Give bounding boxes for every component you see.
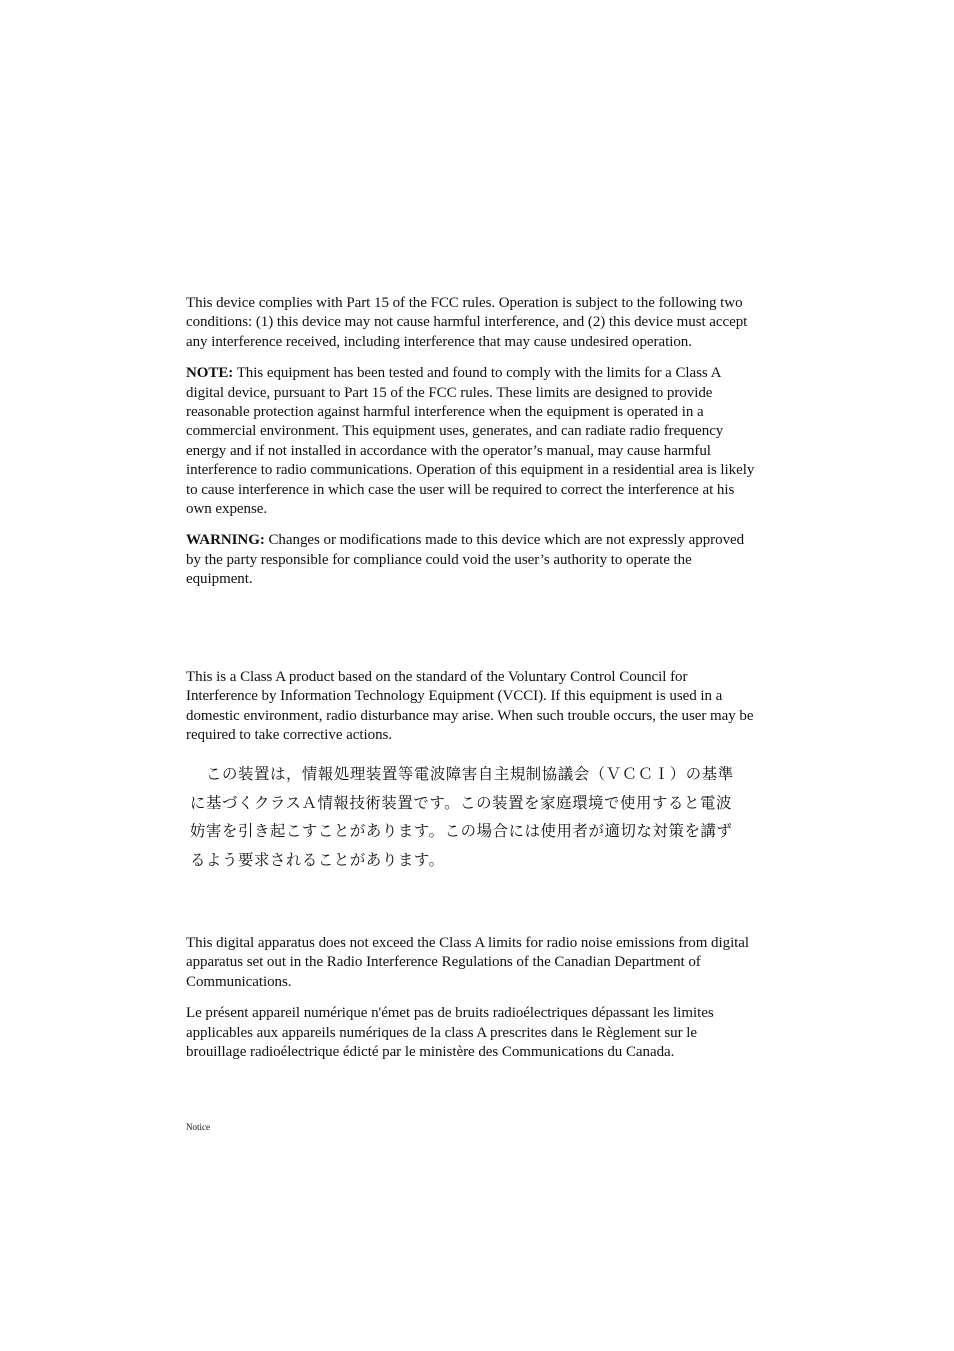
vcci-japanese-line: に基づくクラスＡ情報技術装置です。この装置を家庭環境で使用すると電波 <box>190 793 732 812</box>
vcci-section <box>186 668 758 758</box>
note-label: NOTE: <box>186 365 234 382</box>
vcci-japanese-line: るよう要求されることがあります。 <box>190 850 445 869</box>
fcc-section <box>186 294 758 602</box>
vcci-japanese-line: この装置は，情報処理装置等電波障害自主規制協議会（ＶＣＣＩ）の基準 <box>190 765 734 783</box>
fcc-note-paragraph <box>186 364 758 519</box>
footer-section-label: Notice <box>186 1122 210 1132</box>
canada-section <box>186 934 758 1074</box>
warning-text: Changes or modifications made to this device which are not expressly approved by the party responsible for compliance could void the user’s authority to operate the equipment. <box>186 532 745 588</box>
fcc-warning-paragraph <box>186 531 758 589</box>
canada-french-paragraph: Le présent appareil numérique n'émet pas de bruits radioélectriques dépassant les limites applicables aux appareils numériques de la class A prescrites dans le Règlement sur le brouillage radioélectrique édicté par le ministère des Communications du Canada. <box>186 1005 714 1061</box>
canada-english-paragraph: This digital apparatus does not exceed the Class A limits for radio noise emissions from digital apparatus set out in the Radio Interference Regulations of the Canadian Department of Communications. <box>186 935 750 990</box>
vcci-japanese-paragraph <box>190 760 762 874</box>
vcci-english-paragraph: This is a Class A product based on the standard of the Voluntary Control Council for Interference by Information Technology Equipment (VCCI). If this equipment is used in a domestic environment, radio disturbance may arise. When such trouble occurs, the user may be required to take corrective actions. <box>186 669 754 744</box>
fcc-compliance-paragraph: This device complies with Part 15 of the FCC rules. Operation is subject to the following two conditions: (1) this device may not cause harmful interference, and (2) this device must accept any interference received, including interference that may cause undesired operation. <box>186 295 748 350</box>
note-text: This equipment has been tested and found to comply with the limits for a Class A digital device, pursuant to Part 15 of the FCC rules. These limits are designed to provide reasonable protection against harmful interference when the equipment is operated in a commercial environment. This equipment uses, generates, and can radiate radio frequency energy and if not installed in accordance with the operator’s manual, may cause harmful interference to radio communications. Operation of this equipment in a residential area is likely to cause interference in which case the user will be required to correct the interference at his own expense. <box>186 365 755 518</box>
warning-label: WARNING: <box>186 532 265 549</box>
vcci-japanese-line: 妨害を引き起こすことがあります。この場合には使用者が適切な対策を講ず <box>190 822 733 841</box>
